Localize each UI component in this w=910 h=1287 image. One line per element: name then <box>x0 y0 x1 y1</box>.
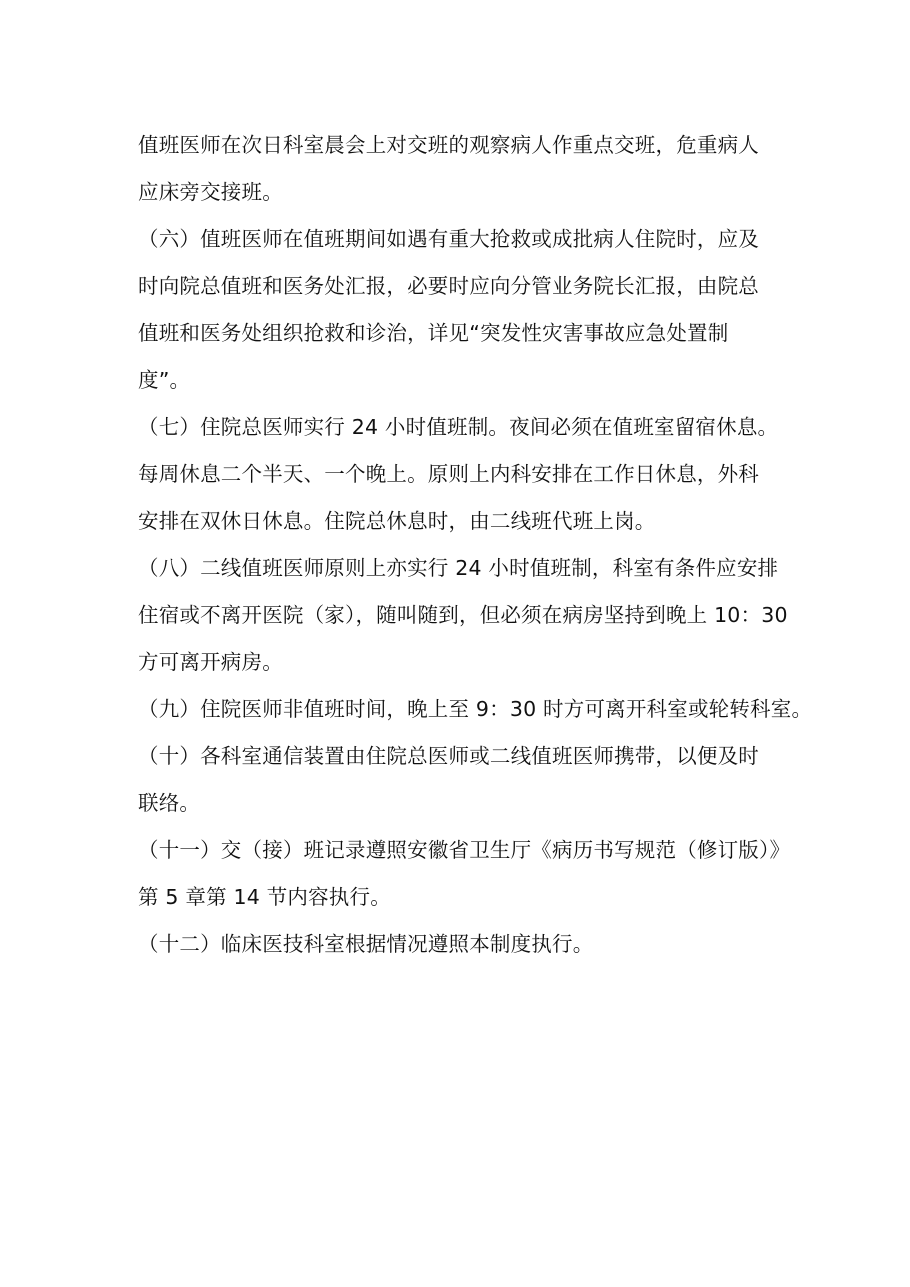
text-line: 值班和医务处组织抢救和诊治，详见“突发性灾害事故应急处置制 <box>138 321 729 345</box>
text-line: （七）住院总医师实行 24 小时值班制。夜间必须在值班室留宿休息。 <box>138 415 779 439</box>
text-line: 安排在双休日休息。住院总休息时，由二线班代班上岗。 <box>138 509 656 533</box>
text-line: 联络。 <box>138 791 201 815</box>
text-line: 度”。 <box>138 368 191 392</box>
text-line: （六）值班医师在值班期间如遇有重大抢救或成批病人住院时，应及 <box>138 227 759 251</box>
text-line: 每周休息二个半天、一个晚上。原则上内科安排在工作日休息，外科 <box>138 462 759 486</box>
text-line: （九）住院医师非值班时间，晚上至 9：30 时方可离开科室或轮转科室。 <box>138 697 813 721</box>
text-line: 住宿或不离开医院（家），随叫随到，但必须在病房坚持到晚上 10：30 <box>138 603 788 627</box>
text-line: （十二）临床医技科室根据情况遵照本制度执行。 <box>138 932 594 956</box>
text-line: 第 5 章第 14 节内容执行。 <box>138 885 391 909</box>
text-line: 时向院总值班和医务处汇报，必要时应向分管业务院长汇报，由院总 <box>138 274 759 298</box>
document-body <box>138 122 813 968</box>
text-line: 方可离开病房。 <box>138 650 283 674</box>
text-line: 值班医师在次日科室晨会上对交班的观察病人作重点交班，危重病人 <box>138 133 759 157</box>
text-line: （八）二线值班医师原则上亦实行 24 小时值班制，科室有条件应安排 <box>138 556 779 580</box>
text-line: （十）各科室通信装置由住院总医师或二线值班医师携带，以便及时 <box>138 744 759 768</box>
text-line: 应床旁交接班。 <box>138 180 283 204</box>
text-line: （十一）交（接）班记录遵照安徽省卫生厅《病历书写规范（修订版）》 <box>138 838 791 862</box>
